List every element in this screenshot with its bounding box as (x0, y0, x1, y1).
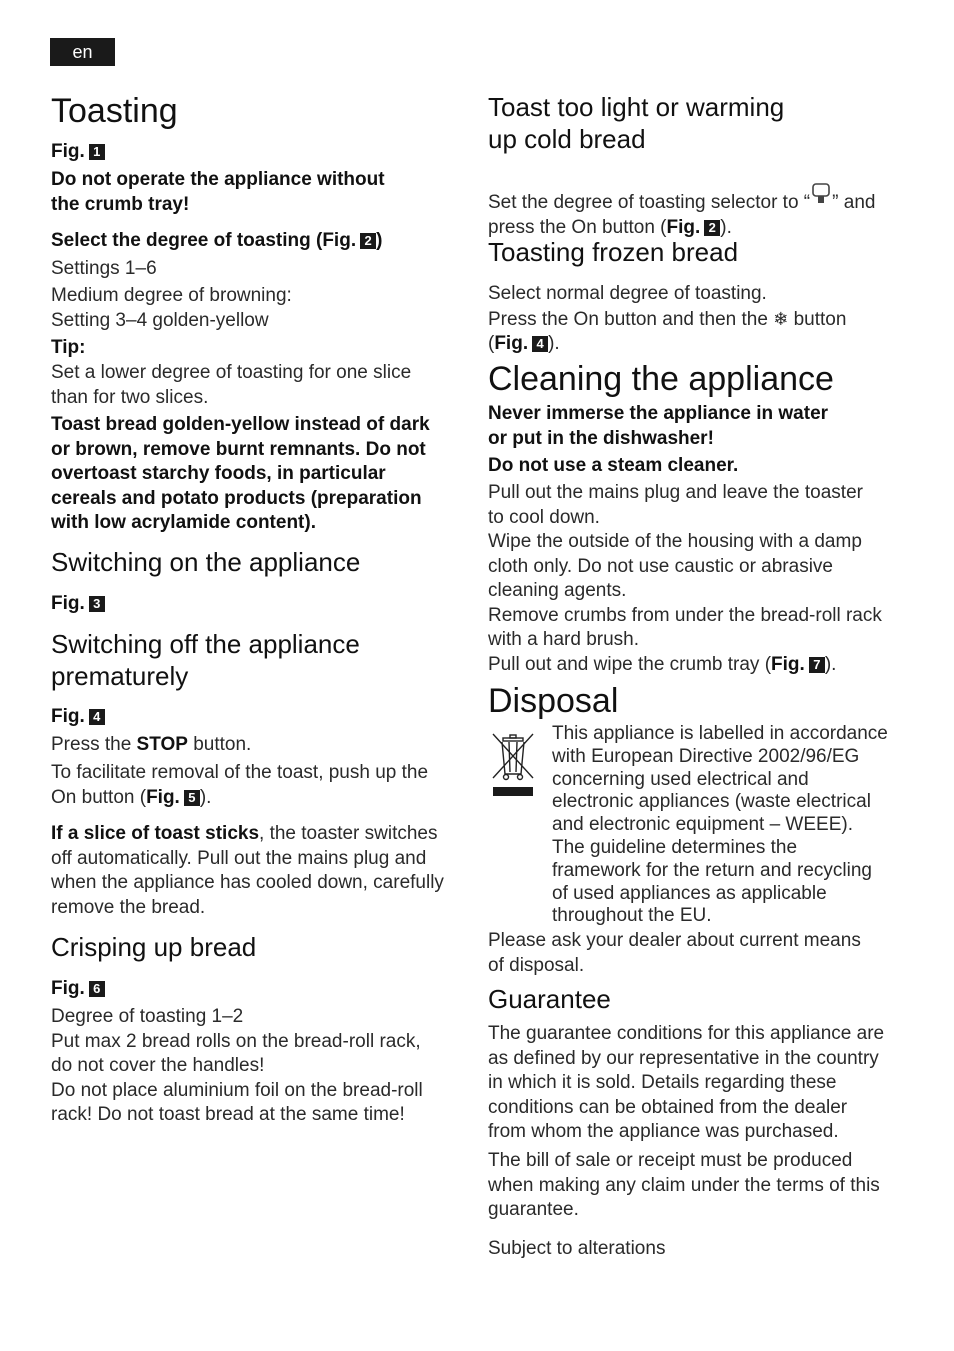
text-line: of disposal. (488, 954, 585, 976)
text-line: conditions can be obtained from the dealer (488, 1096, 848, 1118)
text-line: Wipe the outside of the housing with a damp (488, 531, 862, 552)
tip-text (51, 361, 411, 410)
fig-label: Fig. (51, 593, 85, 614)
guarantee-text-2 (488, 1149, 918, 1223)
title-line: prematurely (51, 661, 189, 691)
title-line: Switching off the appliance (51, 629, 360, 659)
fig-number-badge: 6 (89, 981, 105, 997)
text-span: button (788, 308, 847, 330)
facilitate-text (51, 761, 428, 810)
dealer-text (488, 929, 861, 978)
weee-bin-icon (490, 728, 536, 798)
text-line: This appliance is labelled in accordance (552, 723, 888, 744)
guarantee-text-1 (488, 1022, 918, 1145)
text-line: than for two slices. (51, 386, 209, 408)
acrylamide-warning (51, 413, 430, 536)
fig-number-badge: 1 (89, 144, 105, 160)
fig-number-badge: 4 (89, 709, 105, 725)
text-line: Select normal degree of toasting. (488, 283, 767, 304)
warming-rack-icon (810, 182, 832, 206)
text-line: or put in the dishwasher! (488, 427, 714, 449)
title-line: up cold bread (488, 124, 646, 154)
tip-label: Tip: (51, 337, 86, 358)
text-line: to cool down. (488, 506, 600, 528)
text-line: with low acrylamide content). (51, 512, 316, 533)
select-degree-label (51, 229, 382, 254)
text-line: when making any claim under the terms of this (488, 1174, 880, 1196)
language-tag: en (50, 38, 115, 66)
text-line: cleaning agents. (488, 580, 627, 601)
section-title-too-light (488, 91, 784, 155)
text-line: rack! Do not toast bread at the same time! (51, 1104, 405, 1125)
text-line: overtoast starchy foods, in particular (51, 463, 386, 484)
text-line (488, 307, 846, 333)
disposal-text (552, 723, 888, 928)
fig-label: Fig. (771, 653, 805, 675)
text-span: button. (187, 734, 252, 755)
too-light-text (488, 182, 875, 240)
section-title-guarantee: Guarantee (488, 984, 611, 1014)
text-span: ). (548, 333, 560, 354)
text-line: guarantee. (488, 1199, 579, 1220)
text-line: Please ask your dealer about current means (488, 930, 861, 951)
text-line: Put max 2 bread rolls on the bread-roll rack, (51, 1030, 421, 1052)
fig-label: Fig. (51, 706, 85, 727)
text-line: concerning used electrical and (552, 768, 809, 790)
text-line: do not cover the handles! (51, 1055, 265, 1076)
text-span: ). (824, 653, 837, 675)
text-span: ” and (832, 192, 876, 213)
warning-line: Do not operate the appliance without (51, 169, 385, 190)
fig-label: Fig. (666, 216, 701, 238)
text-line: with European Directive 2002/96/EG (552, 745, 860, 767)
warning-line: the crumb tray! (51, 193, 190, 215)
fig-label: Fig. (146, 786, 180, 808)
fig-ref-1 (51, 140, 105, 165)
text-line (51, 786, 428, 811)
text-line: Degree of toasting 1–2 (51, 1006, 244, 1027)
text-line: Setting 3–4 golden-yellow (51, 309, 269, 331)
text-line: To facilitate removal of the toast, push up the (51, 762, 429, 783)
cleaning-text (488, 481, 918, 677)
text-line: Pull out the mains plug and leave the toaster (488, 482, 863, 503)
text-line: The guideline determines the (552, 836, 798, 858)
toast-sticks-text (51, 822, 471, 920)
title-line: Toast too light or warming (488, 92, 785, 122)
text-line: The guarantee conditions for this appliance are (488, 1023, 885, 1044)
text-line: remove the bread. (51, 896, 206, 918)
section-title-switching-off (51, 628, 360, 692)
text-line: and electronic equipment – WEEE). (552, 814, 853, 836)
crisping-text (51, 1005, 423, 1128)
fig-number-badge: 4 (532, 336, 548, 352)
text-span: ( (488, 333, 495, 354)
text-line: framework for the return and recycling (552, 859, 872, 881)
text-span: Pull out and wipe the crumb tray ( (488, 653, 772, 675)
frozen-text (488, 282, 846, 357)
section-title-cleaning: Cleaning the appliance (488, 360, 834, 398)
text-line: Remove crumbs from under the bread-roll rack (488, 604, 882, 626)
fig-label: Fig. (494, 333, 529, 354)
medium-browning-text (51, 284, 292, 333)
fig-number-badge: 2 (360, 233, 376, 249)
text-span: On button ( (51, 786, 147, 808)
text-line: Toast bread golden-yellow instead of dark (51, 414, 430, 435)
fig-label: Fig. (51, 141, 85, 162)
fig-ref-4 (51, 705, 105, 730)
settings-text: Settings 1–6 (51, 258, 157, 279)
stop-keyword: STOP (136, 734, 188, 755)
text-line: Do not place aluminium foil on the bread-roll (51, 1079, 423, 1101)
section-title-crisping: Crisping up bread (51, 932, 257, 962)
snowflake-icon: ❄ (773, 308, 789, 329)
press-stop-text (51, 733, 251, 758)
section-title-frozen: Toasting frozen bread (488, 237, 739, 267)
fig-number-badge: 3 (89, 596, 105, 612)
bold-span: If a slice of toast sticks (51, 823, 260, 844)
text-line (51, 822, 471, 847)
text-line: Never immerse the appliance in water (488, 403, 829, 424)
paren: ) (376, 230, 383, 251)
fig-number-badge: 5 (184, 790, 200, 806)
fig-number-badge: 7 (809, 657, 825, 673)
text-span: Set the degree of toasting selector to “ (488, 192, 811, 213)
text-line (488, 332, 846, 357)
text-line: The bill of sale or receipt must be produced (488, 1150, 853, 1171)
text-span: , the toaster switches (259, 823, 438, 844)
text-line: with a hard brush. (488, 629, 640, 650)
text-line: of used appliances as applicable (552, 882, 827, 904)
text-span: ). (199, 786, 212, 808)
text-line: or brown, remove burnt remnants. Do not (51, 438, 426, 460)
text-line: cereals and potato products (preparation (51, 487, 422, 509)
text-span: Press the (51, 734, 137, 755)
text-line: from whom the appliance was purchased. (488, 1121, 839, 1142)
text-line: throughout the EU. (552, 905, 712, 927)
select-text: Select the degree of toasting (Fig. (51, 230, 357, 251)
text-line: Set a lower degree of toasting for one slice (51, 362, 412, 383)
text-line: off automatically. Pull out the mains plug and (51, 847, 427, 869)
section-title-toasting: Toasting (51, 92, 178, 130)
fig-ref-3 (51, 592, 105, 617)
text-span: ). (720, 216, 732, 238)
steam-cleaner-warning: Do not use a steam cleaner. (488, 455, 739, 476)
cleaning-warning (488, 402, 828, 451)
text-line: electronic appliances (waste electrical (552, 791, 871, 813)
text-line: in which it is sold. Details regarding these (488, 1072, 837, 1093)
fig-number-badge: 2 (704, 220, 720, 236)
text-line: cloth only. Do not use caustic or abrasive (488, 555, 833, 577)
text-line: as defined by our representative in the country (488, 1047, 879, 1069)
text-line: Medium degree of browning: (51, 285, 292, 306)
text-span: press the On button ( (488, 216, 667, 238)
text-line (488, 653, 918, 678)
section-title-switching-on: Switching on the appliance (51, 547, 361, 577)
text-line: when the appliance has cooled down, carefully (51, 872, 444, 893)
section-title-disposal: Disposal (488, 682, 619, 720)
fig-ref-6 (51, 977, 105, 1002)
text-line (488, 182, 875, 216)
crumb-tray-warning (51, 168, 385, 217)
fig-label: Fig. (51, 978, 85, 999)
subject-to-alterations: Subject to alterations (488, 1238, 666, 1259)
text-span: Press the On button and then the (488, 308, 774, 330)
